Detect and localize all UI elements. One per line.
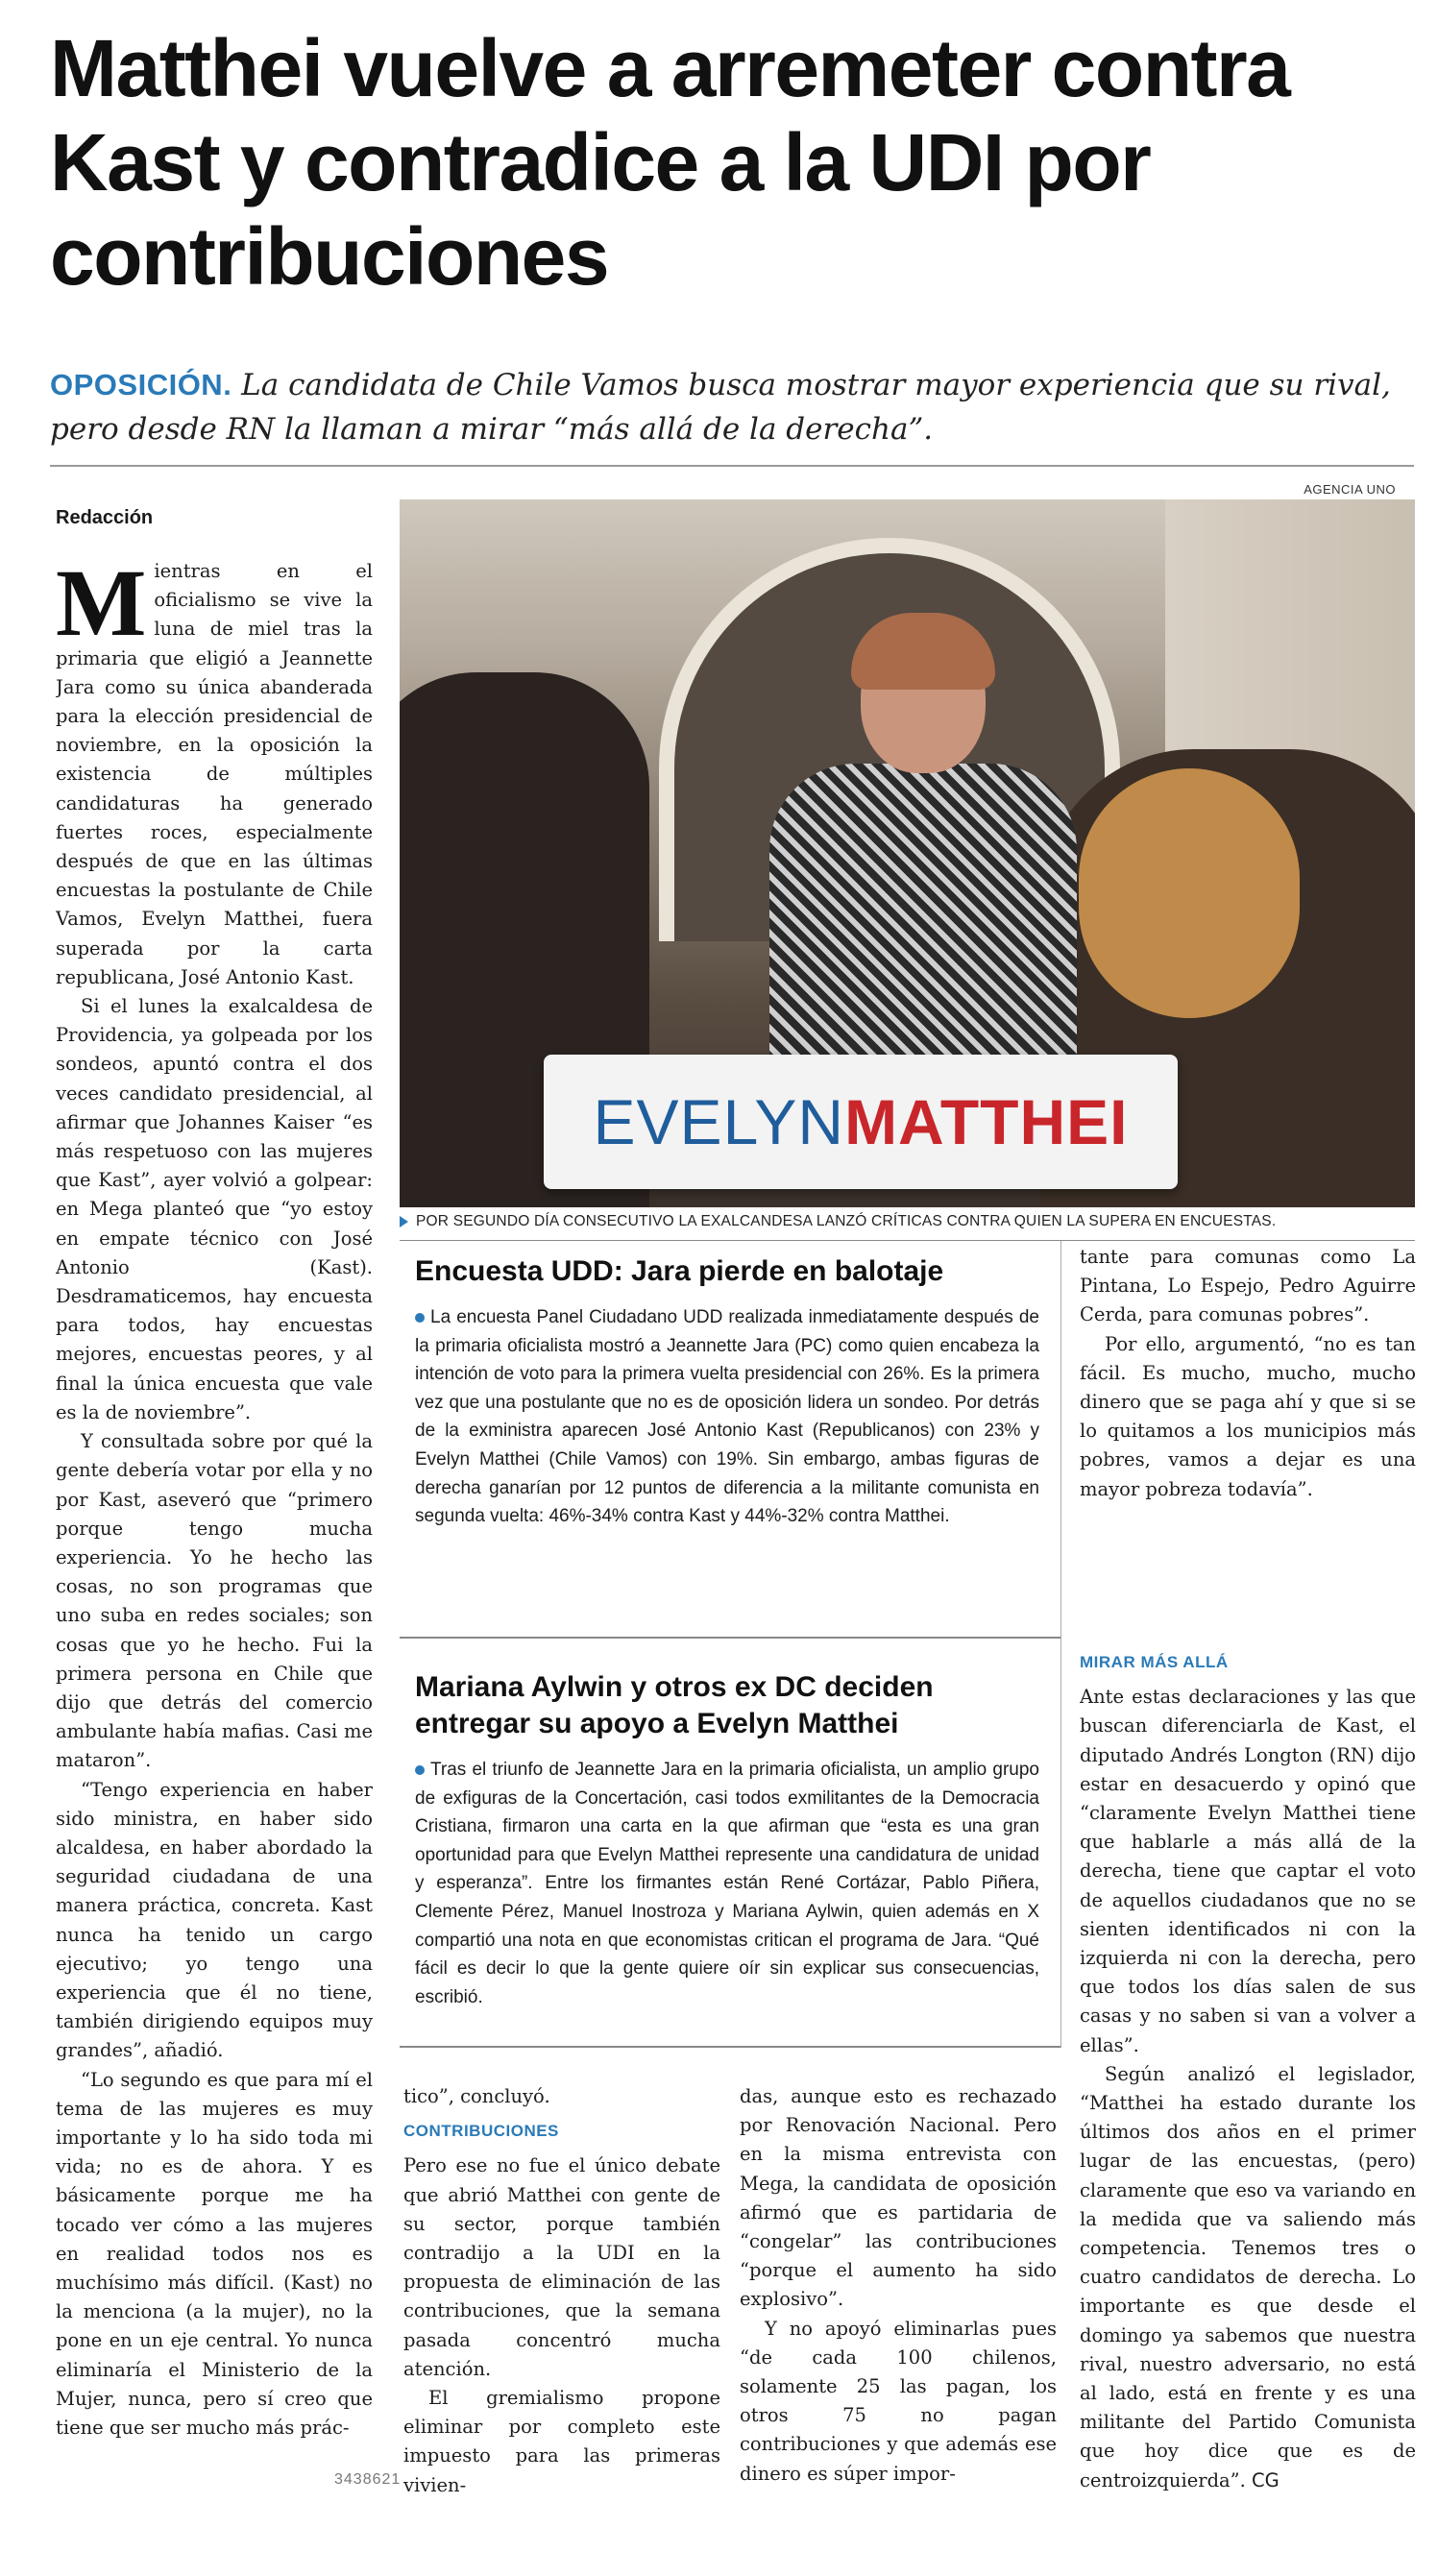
box-body — [415, 1756, 1039, 2011]
paragraph — [1080, 2060, 1416, 2495]
box-title: Mariana Aylwin y otros ex DC deciden entregar su apoyo a Evelyn Matthei — [415, 1671, 934, 1739]
column-3 — [740, 2082, 1057, 2563]
box-text: La encuesta Panel Ciudadano UDD realizada inmediatamente después de la primaria oficialista mostró a Jeannette Jara (PC) como quien encabeza la intención de voto para la primera vuelta presidencial con 26%. Es la primera vez que una postulante que no es de oposición lidera un sondeo. Por detrás de la exministra aparecen José Antonio Kast (Republicanos) con 23% y Evelyn Matthei (Chile Vamos) con 19%. Sin embargo, ambas figuras de derecha ganarían por 12 puntos de diferencia a la militante comunista en segunda vuelta: 46%-34% contra Kast y 44%-32% contra Matthei. — [415, 1307, 1039, 1527]
byline: Redacción — [56, 507, 154, 528]
caption-arrow-icon — [400, 1216, 408, 1227]
subhead-mirar: MIRAR MÁS ALLÁ — [1080, 1653, 1229, 1671]
headline: Matthei vuelve a arremeter contra Kast y contradice a la UDI por contribuciones — [50, 23, 1290, 302]
photo-candidate-body — [769, 764, 1077, 1081]
photo-caption — [400, 1213, 1415, 1241]
column-2 — [403, 2082, 720, 2563]
box-text: Tras el triunfo de Jeannette Jara en la primaria oficialista, un amplio grupo de exfiguras de la Concertación, casi todos exmilitantes de la Democracia Cristiana, firmaron una carta en la que afirman que “esta es una gran oportunidad para que Evelyn Matthei represente una candidatura de unidad y esperanza”. Entre los firmantes están René Cortázar, Pablo Piñera, Clemente Pérez, Manuel Inostroza y Mariana Aylwin, quien además en X compartió una nota en que economistas critican el programa de Jara. “Qué fácil es decir lo que la gente quiere oír sin explicar sus consecuencias, escribió. — [415, 1760, 1039, 2007]
bullet-icon — [415, 1313, 425, 1323]
deck-divider — [50, 465, 1414, 467]
box-divider — [400, 1637, 1060, 1639]
column-1 — [56, 557, 373, 2560]
box-divider — [400, 2046, 1060, 2048]
photo-supporter — [1079, 768, 1300, 1018]
campaign-sign — [544, 1055, 1178, 1189]
sidebar-box-udd — [415, 1253, 1039, 1531]
bullet-icon — [415, 1765, 425, 1775]
sign-first-name: EVELYN — [593, 1086, 845, 1157]
paragraph: Y consultada sobre por qué la gente debería votar por ella y no por Kast, aseveró que “primero porque tengo mucha experiencia. Yo he hecho las cosas, no son programas que uno suba en redes sociales; son cosas que yo he hecho. Fui la primera persona en Chile que dijo que detrás del comercio ambulante había mafias. Casi me mataron”. — [56, 1430, 373, 1772]
paragraph: “Tengo experiencia en haber sido ministra, en haber sido alcaldesa, en haber abordado la seguridad ciudadana de una manera práctica, concreta. Kast nunca ha tenido un cargo ejecutivo; yo tengo una experiencia que él no tiene, también dirigiendo equipos muy grandes”, añadió. — [56, 1778, 373, 2062]
paragraph: “Lo segundo es que para mí el tema de las mujeres es muy importante y lo ha sido toda mi vida; no es de ahora. Y es básicamente porque me ha tocado ver cómo a las mujeres en realidad todos nos es muchísimo más difícil. (Kast) no la menciona (a la mujer), no la pone en un eje central. Yo nunca eliminaría el Ministerio de la Mujer, nunca, pero sí creo que tiene que ser mucho más prác- — [56, 2068, 373, 2439]
paragraph: Ante estas declaraciones y las que buscan diferenciarla de Kast, el diputado Andrés Longton (RN) dijo estar en desacuerdo y opinó que “claramente Evelyn Matthei tiene que hablarle a más allá de la derecha, tiene que captar el voto de aquellos ciudadanos que no se sienten identificados ni con la izquierda ni con la derecha, pero que todos los días salen de sus casas y no saben si van a volver a ellas”. — [1080, 1686, 1416, 2056]
sign-last-name: MATTHEI — [844, 1086, 1129, 1157]
paragraph: Si el lunes la exalcaldesa de Providencia, ya golpeada por los sondeos, apuntó contra el dos veces candidato presidencial, al afirmar que Johannes Kaiser “es más respetuoso con las mujeres que Kast”, ayer volvió a golpear: en Mega planteó que “yo estoy en empate técnico con José Antonio (Kast). Desdramaticemos, hay encuesta para todos, hay encuestas mejores, encuestas peores, y al final la única encuesta que vale es la de noviembre”. — [56, 995, 373, 1423]
kicker: OPOSICIÓN. — [50, 368, 232, 401]
paragraph: Y no apoyó eliminarlas pues “de cada 100 chilenos, solamente 25 las pagan, los otros 75 no pagan contribuciones y que además ese dinero es súper impor- — [740, 2317, 1057, 2485]
drop-cap: M — [56, 557, 147, 656]
sidebar-box-aylwin — [415, 1669, 1039, 2011]
paragraph: El gremialismo propone eliminar por completo este impuesto para las primeras vivien- — [403, 2387, 720, 2496]
paragraph: das, aunque esto es rechazado por Renovación Nacional. Pero en la misma entrevista con Mega, la candidata de oposición afirmó que es partidaria de “congelar” las contribuciones “porque el aumento ha sido explosivo”. — [740, 2085, 1057, 2311]
deck-text: La candidata de Chile Vamos busca mostrar mayor experiencia que su rival, pero desde RN la llaman a mirar “más allá de la derecha”. — [50, 368, 1391, 447]
column-4-bottom — [1080, 1642, 1416, 2564]
paragraph: ientras en el oficialismo se vive la luna de miel tras la primaria que eligió a Jeannette Jara como su única abanderada para la elección presidencial de noviembre, en la oposición la existencia de múltiples candidaturas ha generado fuertes roces, especialmente después de que en las últimas encuestas la postulante de Chile Vamos, Evelyn Matthei, fuera superada por la carta republicana, José Antonio Kast. — [56, 560, 373, 988]
paragraph-text: Según analizó el legislador, “Matthei ha estado durante los últimos dos años en el primer lugar de las encuestas, (pero) claramente que eso va variando en la medida que va saliendo más competencia. Tenemos tres o cuatro candidatos de derecha. Lo importante es que desde el domingo ya sabemos que nuestra rival, nuestro adversario, no está al lado, está en frente y es una militante del Partido Comunista que hoy dice que es de centroizquierda”. — [1080, 2062, 1416, 2491]
deck — [50, 363, 1414, 451]
column-4-top — [1080, 1243, 1416, 1504]
box-title: Encuesta UDD: Jara pierde en balotaje — [415, 1255, 944, 1287]
watermark-id: 3438621 — [334, 2471, 402, 2488]
caption-text: POR SEGUNDO DÍA CONSECUTIVO LA EXALCANDESA LANZÓ CRÍTICAS CONTRA QUIEN LA SUPERA EN ENCUESTAS. — [416, 1213, 1277, 1229]
subhead-contribuciones: CONTRIBUCIONES — [403, 2122, 559, 2141]
end-mark: CG — [1252, 2468, 1280, 2491]
photo-credit: AGENCIA UNO — [1304, 482, 1396, 497]
paragraph: tante para comunas como La Pintana, Lo Espejo, Pedro Aguirre Cerda, para comunas pobres”. — [1080, 1246, 1416, 1326]
column-divider — [1060, 1241, 1061, 2048]
paragraph: tico”, concluyó. — [403, 2085, 550, 2107]
paragraph: Pero ese no fue el único debate que abrió Matthei con gente de su sector, porque también contradijo a la UDI en la propuesta de eliminación de las contribuciones, que la semana pasada concentró mucha atención. — [403, 2154, 720, 2380]
paragraph: Por ello, argumentó, “no es tan fácil. Es mucho, mucho, mucho dinero que se paga ahí y que si se lo quitamos a los municipios más pobres, vamos a dejar es una mayor pobreza todavía”. — [1080, 1332, 1416, 1500]
box-body — [415, 1303, 1039, 1531]
news-photo — [400, 499, 1415, 1207]
